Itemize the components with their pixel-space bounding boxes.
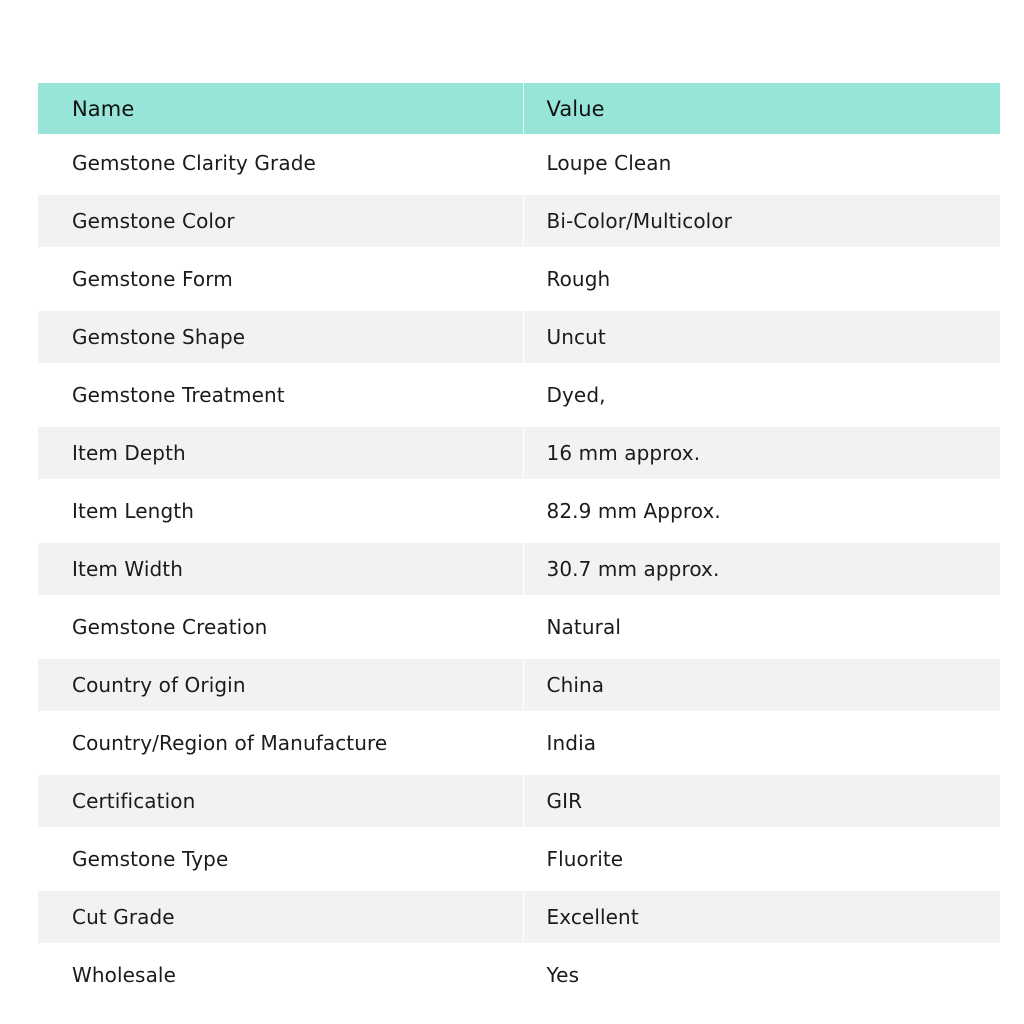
row-name: Item Width [72, 557, 183, 581]
row-name: Gemstone Clarity Grade [72, 151, 316, 175]
row-name: Item Length [72, 499, 194, 523]
row-value: Bi-Color/Multicolor [546, 209, 732, 233]
table-row [38, 427, 1000, 479]
row-name: Wholesale [72, 963, 176, 987]
table-row [38, 830, 1000, 888]
table-row [38, 891, 1000, 943]
table-row [38, 250, 1000, 308]
table-row [38, 195, 1000, 247]
row-name: Item Depth [72, 441, 186, 465]
row-name: Cut Grade [72, 905, 175, 929]
table-row [38, 598, 1000, 656]
specifications-table [38, 83, 1000, 1004]
row-value: Rough [546, 267, 611, 291]
row-value: India [546, 731, 597, 755]
table-row [38, 946, 1000, 1004]
row-value: China [546, 673, 605, 697]
row-value: 16 mm approx. [546, 441, 701, 465]
row-name: Gemstone Type [72, 847, 229, 871]
row-name: Country/Region of Manufacture [72, 731, 388, 755]
table-row [38, 311, 1000, 363]
row-name: Gemstone Creation [72, 615, 268, 639]
row-value: 30.7 mm approx. [546, 557, 720, 581]
row-name: Gemstone Treatment [72, 383, 285, 407]
row-value: Natural [546, 615, 621, 639]
header-value: Value [546, 96, 605, 121]
row-name: Gemstone Shape [72, 325, 246, 349]
row-value: Fluorite [546, 847, 624, 871]
row-value: Yes [546, 963, 580, 987]
row-value: GIR [546, 789, 583, 813]
table-row [38, 366, 1000, 424]
table-row [38, 714, 1000, 772]
row-name: Gemstone Form [72, 267, 233, 291]
row-value: Excellent [546, 905, 639, 929]
row-name: Certification [72, 789, 196, 813]
row-value: Dyed, [546, 383, 606, 407]
table-row [38, 482, 1000, 540]
row-value: Uncut [546, 325, 606, 349]
table-row [38, 134, 1000, 192]
row-value: 82.9 mm Approx. [546, 499, 721, 523]
row-value: Loupe Clean [546, 151, 672, 175]
row-name: Gemstone Color [72, 209, 235, 233]
table-row [38, 775, 1000, 827]
table-row [38, 659, 1000, 711]
table-header-row [38, 83, 1000, 134]
header-name: Name [72, 96, 135, 121]
table-row [38, 543, 1000, 595]
row-name: Country of Origin [72, 673, 246, 697]
